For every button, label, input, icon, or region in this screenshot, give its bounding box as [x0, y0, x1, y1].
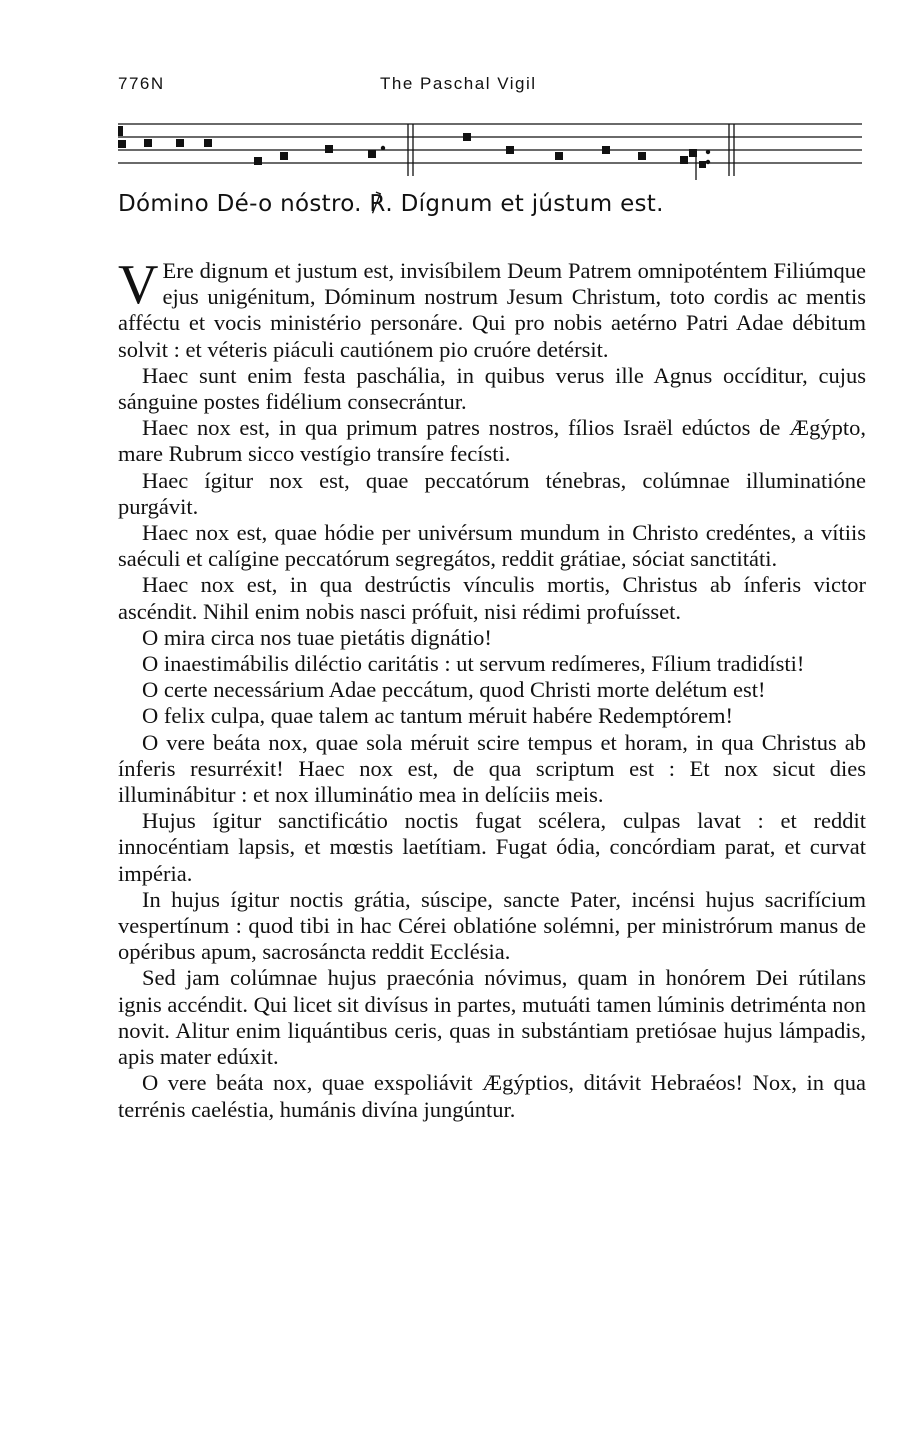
paragraph: In hujus ígitur noctis grátia, súscipe, sancte Pater, incénsi hujus sacrifícium vespertínum : quod tibi in hac Cérei oblatióne solémni, per ministrórum manus de opéribus apum, sacrosáncta reddit Ecclésia. [118, 886, 866, 965]
paragraph: Sed jam colúmnae hujus praecónia nóvimus, quam in honórem Dei rútilans ignis accéndit. Qui licet sit divísus in partes, mutuáti tamen lúminis detriménta non novit. Alitur enim liquántibus ceris, quas in substántiam pretiósae hujus lámpadis, apis mater edúxit. [118, 965, 866, 1070]
paragraph: O vere beáta nox, quae exspoliávit Ægýptios, ditávit Hebraéos! Nox, in qua terrénis caeléstia, humánis divína jungúntur. [118, 1070, 866, 1122]
paragraph: O certe necessárium Adae peccátum, quod Christi morte delétum est! [142, 677, 766, 703]
chant-neumes [118, 126, 710, 168]
running-header [118, 74, 868, 100]
page-number: 776N [118, 74, 165, 93]
paragraph: Haec nox est, in qua destrúctis vínculis mortis, Christus ab ínferis victor ascéndit. Nihil enim nobis nasci prófuit, nisi rédimi profuísset. [118, 572, 866, 624]
paragraph: Haec ígitur nox est, quae peccatórum ténebras, colúmnae illuminatióne purgávit. [118, 467, 866, 519]
paragraph: Haec sunt enim festa paschália, in quibus verus ille Agnus occíditur, cujus sánguine postes fidélium consecrántur. [118, 362, 866, 415]
paragraph: Hujus ígitur sanctificátio noctis fugat scélera, culpas lavat : et reddit innocéntiam lapsis, et mœstis laetítiam. Fugat ódia, concórdiam parat, et curvat impéria. [118, 808, 866, 886]
paragraph: V Ere dignum et justum est, invisíbilem Deum Patrem omnipoténtem Filiúmque ejus unigénitum, Dóminum nostrum Jesum Christum, toto cordis ac mentis afféctu et vocis ministério personáre. Qui pro nobis aetérno Patri Adae débitum solvit : et véteris piáculi cautiónem pio cruóre detérsit. [118, 254, 866, 362]
drop-cap: V [118, 254, 159, 316]
paragraph: O vere beáta nox, quae sola méruit scire tempus et horam, in qua Christus ab ínferis resurréxit! Haec nox est, de qua scriptum est : Et nox sicut dies illuminábitur : et nox illuminátio mea in delíciis meis. [118, 729, 866, 808]
paragraph: Haec nox est, in qua primum patres nostros, fílios Israël edúctos de Ægýpto, mare Rubrum sicco vestígio transíre fecísti. [118, 415, 866, 467]
chant-text: Dómino Dé-o nóstro. ℟. Dígnum et jústum est. [118, 191, 664, 217]
chant-staff [118, 118, 866, 182]
paragraph: Haec nox est, quae hódie per univérsum mundum in Christo credéntes, a vítiis saéculi et calígine peccatórum segregátos, reddit grátiae, sóciat sanctitáti. [118, 520, 866, 572]
paragraph: O mira circa nos tuae pietátis dignátio! [142, 624, 492, 650]
paragraph: O felix culpa, quae talem ac tantum méruit habére Redemptórem! [142, 703, 734, 729]
paragraph: O inaestimábilis diléctio caritátis : ut servum redímeres, Fílium tradidísti! [142, 651, 805, 677]
running-title: The Paschal Vigil [380, 74, 537, 93]
exsultet-text [118, 254, 866, 1123]
